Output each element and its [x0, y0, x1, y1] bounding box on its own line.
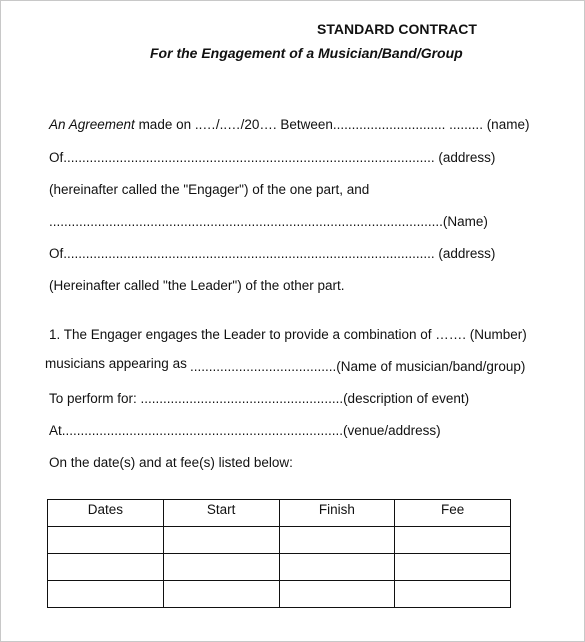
engager-address-line: Of................................................................................................... (address) — [49, 150, 496, 165]
agreement-line — [49, 117, 529, 132]
table-cell[interactable] — [279, 581, 395, 608]
column-header-fee: Fee — [395, 500, 511, 527]
agreement-fields: made on ..…/..…/20…. Between.............................. ......... (name) — [134, 117, 530, 132]
clause-1-line: 1. The Engager engages the Leader to provide a combination of ……. (Number) — [49, 327, 527, 342]
table-row — [48, 527, 511, 554]
table-cell[interactable] — [48, 554, 164, 581]
venue-line: At...........................................................................(venue/address) — [49, 423, 441, 438]
fee-table-header-row — [48, 500, 511, 527]
table-cell[interactable] — [279, 554, 395, 581]
table-cell[interactable] — [163, 581, 279, 608]
engager-note: (hereinafter called the "Engager") of the one part, and — [49, 182, 370, 197]
column-header-finish: Finish — [279, 500, 395, 527]
dates-intro: On the date(s) and at fee(s) listed below: — [49, 455, 293, 470]
table-cell[interactable] — [163, 527, 279, 554]
column-header-dates: Dates — [48, 500, 164, 527]
document-title: STANDARD CONTRACT — [317, 21, 477, 37]
table-cell[interactable] — [163, 554, 279, 581]
table-row — [48, 581, 511, 608]
musicians-label: musicians appearing as — [45, 356, 187, 371]
table-row — [48, 554, 511, 581]
column-header-start: Start — [163, 500, 279, 527]
table-cell[interactable] — [48, 527, 164, 554]
document-subtitle: For the Engagement of a Musician/Band/Group — [150, 45, 463, 61]
perform-line: To perform for: ......................................................(description of event) — [49, 391, 470, 406]
leader-note: (Hereinafter called "the Leader") of the other part. — [49, 278, 345, 293]
table-cell[interactable] — [395, 527, 511, 554]
leader-name-line: .........................................................................................................(Name) — [49, 214, 488, 229]
fee-table — [47, 499, 511, 608]
table-cell[interactable] — [279, 527, 395, 554]
table-cell[interactable] — [395, 581, 511, 608]
musicians-name-line: .......................................(Name of musician/band/group) — [190, 359, 526, 374]
leader-address-line: Of................................................................................................... (address) — [49, 246, 496, 261]
table-cell[interactable] — [48, 581, 164, 608]
table-cell[interactable] — [395, 554, 511, 581]
agreement-label: An Agreement — [49, 117, 135, 132]
